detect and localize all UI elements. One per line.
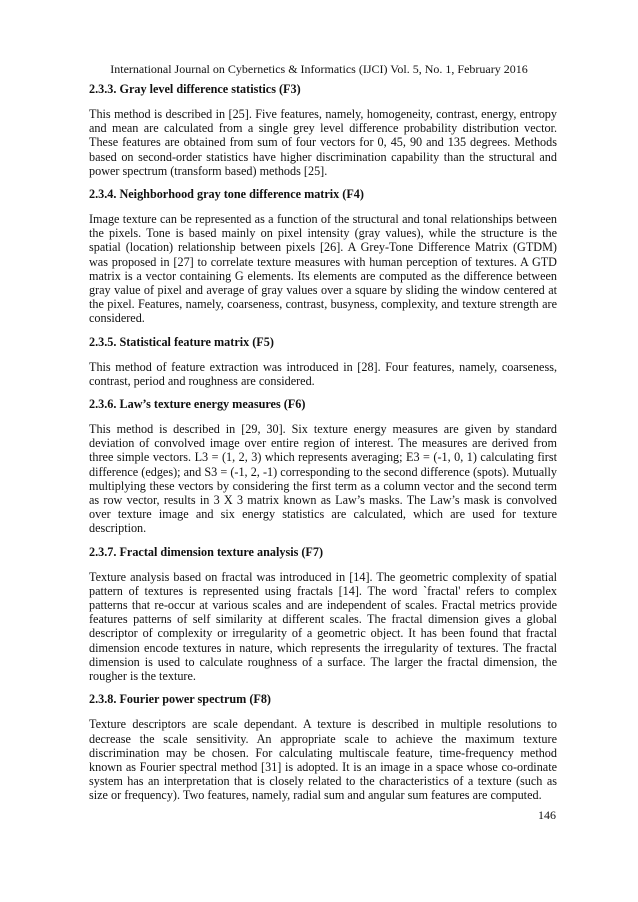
section-body-f3: This method is described in [25]. Five features, namely, homogeneity, contrast, energy, entropy and mean are calculated from a single grey level difference probability distribution vector. These features are obtained from sum of four vectors for 0, 45, 90 and 135 degrees. Methods based on second-order statistics have higher discrimination capability than the structural and power spectrum (transform based) methods [25]. [89, 107, 557, 178]
section-heading-f6: 2.3.6. Law’s texture energy measures (F6) [89, 397, 306, 412]
section-heading-f7: 2.3.7. Fractal dimension texture analysis (F7) [89, 544, 324, 559]
section-heading-f4: 2.3.4. Neighborhood gray tone difference matrix (F4) [89, 187, 364, 202]
section-body-f7: Texture analysis based on fractal was introduced in [14]. The geometric complexity of spatial pattern of textures is represented using fractals [14]. The word `fractal' refers to complex patterns that re-occur at various scales and are independent of scales. Fractal metrics provide features patterns of self similarity at different scales. The fractal dimension gives a global descriptor of complexity or irregularity of a geometric object. It has been found that fractal dimension encode textures in nature, which represents the irregularity of textures. The fractal dimension is used to calculate roughness of a surface. The larger the fractal dimension, the rougher is the texture. [89, 569, 557, 684]
section-body-f5: This method of feature extraction was introduced in [28]. Four features, namely, coarseness, contrast, period and roughness are considered. [89, 359, 557, 388]
section-body-f8: Texture descriptors are scale dependant. A texture is described in multiple resolutions to decrease the scale sensitivity. An appropriate scale to achieve the maximum texture discrimination may be chosen. For calculating multiscale feature, time-frequency method known as Fourier spectral method [31] is adopted. It is an image in a space whose co-ordinate system has an interpretation that is closely related to the characteristics of a texture (such as size or frequency). Two features, namely, radial sum and angular sum features are computed. [89, 717, 557, 803]
page-content [89, 82, 557, 812]
section-heading-f5: 2.3.5. Statistical feature matrix (F5) [89, 334, 274, 349]
section-heading-f3: 2.3.3. Gray level difference statistics (F3) [89, 82, 301, 96]
page-number: 146 [538, 808, 556, 822]
section-body-f6: This method is described in [29, 30]. Six texture energy measures are given by standard deviation of convolved image over entire region of interest. The measures are derived from three simple vectors. L3 = (1, 2, 3) which represents averaging; E3 = (-1, 0, 1) calculating first difference (edges); and S3 = (-1, 2, -1) corresponding to the second difference (spots). Mutually multiplying these vectors by considering the first term as a column vector and the second term as row vector, results in 3 X 3 matrix known as Law’s masks. The Law’s mask is convolved over texture image and six energy statistics are calculated, which are used for texture description. [89, 422, 557, 536]
section-heading-f8: 2.3.8. Fourier power spectrum (F8) [89, 692, 271, 707]
section-body-f4: Image texture can be represented as a function of the structural and tonal relationships between the pixels. Tone is based mainly on pixel intensity (gray values), while the structure is the spatial (location) relationship between pixels [26]. A Grey-Tone Difference Matrix (GTDM) was proposed in [27] to correlate texture measures with human perception of textures. A GTD matrix is a vector containing G elements. Its elements are computed as the difference between gray value of pixel and average of gray values over a square by sliding the window centered at the pixel. Features, namely, coarseness, contrast, busyness, complexity, and texture strength are considered. [89, 212, 557, 326]
running-header: International Journal on Cybernetics & Informatics (IJCI) Vol. 5, No. 1, February 2016 [110, 62, 528, 76]
